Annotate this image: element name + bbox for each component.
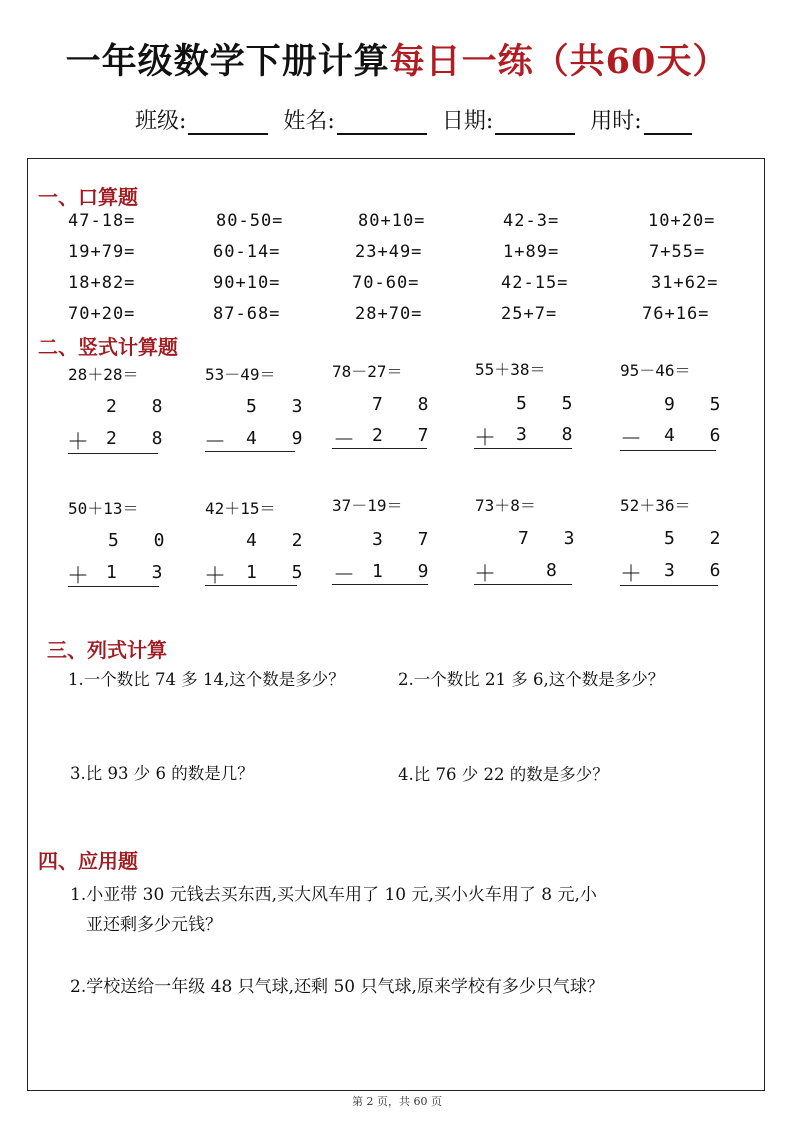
name-blank[interactable] bbox=[337, 111, 427, 135]
page-footer: 第 2 页，共 60 页 bbox=[352, 1095, 442, 1108]
oral-problem: 19+79= bbox=[68, 242, 136, 262]
expression-question: 4.比 76 少 22 的数是多少？ bbox=[398, 765, 609, 784]
expression-question: 1.一个数比 74 多 14,这个数是多少？ bbox=[68, 670, 345, 689]
vertical-problem-header: 28＋28＝ bbox=[68, 365, 139, 384]
application-question-1-line2: 亚还剩多少元钱？ bbox=[86, 915, 222, 935]
vertical-problem-header: 37－19＝ bbox=[332, 496, 403, 515]
oral-problem: 31+62= bbox=[651, 273, 719, 293]
vertical-bottom-number: 2 7 bbox=[372, 425, 441, 446]
expression-question: 3.比 93 少 6 的数是几？ bbox=[70, 764, 254, 783]
oral-problem: 1+89= bbox=[503, 242, 560, 262]
vertical-top-number: 9 5 bbox=[664, 394, 733, 415]
expression-question: 2.一个数比 21 多 6,这个数是多少？ bbox=[398, 670, 665, 689]
section-vertical-title: 二、竖式计算题 bbox=[38, 335, 178, 359]
vertical-operator: － bbox=[204, 430, 227, 455]
answer-line bbox=[620, 450, 716, 451]
application-question-2: 2.学校送给一年级 48 只气球,还剩 50 只气球,原来学校有多少只气球？ bbox=[70, 977, 604, 997]
vertical-top-number: 7 8 bbox=[372, 394, 441, 415]
date-field[interactable] bbox=[442, 104, 575, 135]
vertical-operator: ＋ bbox=[204, 564, 227, 589]
vertical-problem-header: 95－46＝ bbox=[620, 361, 691, 380]
vertical-problem-header: 53－49＝ bbox=[205, 365, 276, 384]
oral-problem: 70-60= bbox=[352, 273, 420, 293]
answer-line bbox=[205, 451, 295, 452]
vertical-problem-header: 42＋15＝ bbox=[205, 499, 276, 518]
vertical-bottom-number: 8 bbox=[546, 560, 569, 581]
section-oral-title: 一、口算题 bbox=[38, 185, 138, 209]
vertical-operator: － bbox=[333, 428, 356, 453]
vertical-problem-header: 78－27＝ bbox=[332, 362, 403, 381]
vertical-bottom-number: 4 9 bbox=[246, 428, 315, 449]
vertical-top-number: 5 5 bbox=[516, 393, 585, 414]
answer-line bbox=[68, 453, 158, 454]
oral-problem: 42-15= bbox=[501, 273, 569, 293]
application-question-1-line1: 1.小亚带 30 元钱去买东西,买大风车用了 10 元,买小火车用了 8 元,小 bbox=[70, 885, 597, 905]
oral-problem: 87-68= bbox=[213, 304, 281, 324]
oral-problem: 42-3= bbox=[503, 211, 560, 231]
vertical-operator: ＋ bbox=[67, 564, 90, 589]
vertical-operator: ＋ bbox=[474, 562, 497, 587]
vertical-operator: ＋ bbox=[620, 562, 643, 587]
oral-problem: 60-14= bbox=[213, 242, 281, 262]
oral-problem: 90+10= bbox=[213, 273, 281, 293]
vertical-operator: ＋ bbox=[67, 430, 90, 455]
oral-problem: 76+16= bbox=[642, 304, 710, 324]
answer-line bbox=[205, 585, 297, 586]
vertical-problem-header: 52＋36＝ bbox=[620, 496, 691, 515]
time-blank[interactable] bbox=[644, 111, 692, 135]
answer-line bbox=[474, 448, 572, 449]
answer-line bbox=[68, 586, 159, 587]
time-label: 用时: bbox=[590, 109, 642, 134]
vertical-operator: ＋ bbox=[474, 426, 497, 451]
vertical-bottom-number: 2 8 bbox=[106, 428, 175, 449]
vertical-operator: － bbox=[620, 427, 643, 452]
title-main: 一年级数学下册计算 bbox=[65, 41, 390, 82]
oral-problem: 10+20= bbox=[648, 211, 716, 231]
oral-problem: 23+49= bbox=[355, 242, 423, 262]
oral-problem: 28+70= bbox=[355, 304, 423, 324]
student-info-row bbox=[135, 104, 700, 135]
vertical-bottom-number: 3 8 bbox=[516, 424, 585, 445]
vertical-bottom-number: 3 6 bbox=[664, 560, 733, 581]
page-title bbox=[0, 34, 794, 84]
vertical-top-number: 2 8 bbox=[106, 396, 175, 417]
section-expression-title: 三、列式计算 bbox=[47, 638, 167, 662]
name-field[interactable] bbox=[283, 104, 426, 135]
section-application-title: 四、应用题 bbox=[38, 849, 138, 873]
vertical-bottom-number: 1 3 bbox=[106, 562, 175, 583]
vertical-top-number: 5 3 bbox=[246, 396, 315, 417]
worksheet-frame bbox=[27, 158, 765, 1091]
answer-line bbox=[332, 448, 427, 449]
vertical-top-number: 5 2 bbox=[664, 528, 733, 549]
vertical-problem-header: 73＋8＝ bbox=[475, 496, 536, 515]
vertical-operator: － bbox=[333, 563, 356, 588]
title-highlight: 每日一练（共60天） bbox=[389, 41, 729, 82]
class-label: 班级: bbox=[135, 109, 187, 134]
vertical-top-number: 4 2 bbox=[246, 530, 315, 551]
vertical-bottom-number: 1 5 bbox=[246, 562, 315, 583]
vertical-top-number: 7 3 bbox=[518, 528, 587, 549]
class-blank[interactable] bbox=[188, 111, 268, 135]
oral-problem: 80+10= bbox=[358, 211, 426, 231]
answer-line bbox=[474, 584, 572, 585]
vertical-bottom-number: 1 9 bbox=[372, 561, 441, 582]
vertical-bottom-number: 4 6 bbox=[664, 425, 733, 446]
answer-line bbox=[332, 584, 428, 585]
time-field[interactable] bbox=[590, 104, 691, 135]
oral-problem: 80-50= bbox=[216, 211, 284, 231]
oral-problem: 7+55= bbox=[649, 242, 706, 262]
class-field[interactable] bbox=[135, 104, 268, 135]
answer-line bbox=[620, 585, 718, 586]
date-blank[interactable] bbox=[495, 111, 575, 135]
date-label: 日期: bbox=[441, 109, 494, 134]
oral-problem: 47-18= bbox=[68, 211, 136, 231]
oral-problem: 18+82= bbox=[68, 273, 136, 293]
vertical-problem-header: 55＋38＝ bbox=[475, 360, 546, 379]
vertical-top-number: 3 7 bbox=[372, 529, 441, 550]
oral-problem: 70+20= bbox=[68, 304, 136, 324]
name-label: 姓名: bbox=[283, 109, 335, 134]
oral-problem: 25+7= bbox=[501, 304, 558, 324]
vertical-top-number: 5 0 bbox=[108, 530, 177, 551]
vertical-problem-header: 50＋13＝ bbox=[68, 499, 139, 518]
